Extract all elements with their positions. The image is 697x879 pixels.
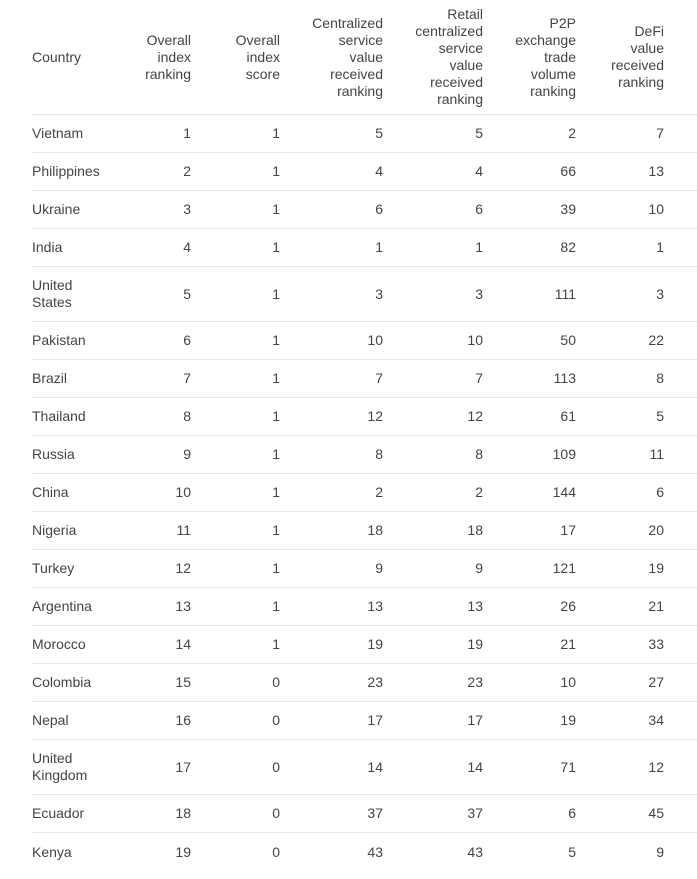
overall-rank-cell: 3 — [183, 201, 191, 217]
table-row — [32, 474, 697, 512]
centralized-rank-cell: 17 — [367, 712, 383, 728]
retail-rank-cell: 18 — [467, 522, 483, 538]
retail-rank-cell: 12 — [467, 408, 483, 424]
overall-score-cell: 0 — [272, 805, 280, 821]
centralized-rank-cell: 9 — [375, 560, 383, 576]
table-row — [32, 588, 697, 626]
country-cell: Russia — [32, 446, 75, 462]
defi-rank-cell: 11 — [649, 446, 664, 462]
centralized-rank-cell: 5 — [375, 125, 383, 141]
header-retail-centralized-ranking[interactable]: Retail centralized service value received ranking — [415, 6, 483, 107]
table-row — [32, 267, 697, 322]
p2p-rank-cell: 121 — [552, 560, 576, 576]
defi-rank-cell: 45 — [648, 805, 664, 821]
defi-rank-cell: 33 — [648, 636, 664, 652]
header-centralized-service-ranking[interactable]: Centralized service value received ranking — [312, 14, 383, 99]
p2p-rank-cell: 111 — [554, 285, 576, 302]
table-row — [32, 191, 697, 229]
overall-score-cell: 0 — [272, 843, 280, 860]
defi-rank-cell: 12 — [648, 758, 664, 775]
overall-rank-cell: 13 — [175, 598, 191, 614]
centralized-rank-cell: 8 — [375, 446, 383, 462]
centralized-rank-cell: 13 — [367, 598, 383, 614]
p2p-rank-cell: 2 — [568, 125, 576, 141]
table-row — [32, 833, 697, 871]
overall-score-cell: 1 — [272, 239, 280, 255]
crypto-adoption-index-table — [32, 0, 697, 871]
country-cell: Brazil — [32, 370, 68, 386]
table-row — [32, 664, 697, 702]
p2p-rank-cell: 26 — [560, 598, 576, 614]
table-row — [32, 795, 697, 833]
overall-rank-cell: 12 — [175, 560, 191, 576]
p2p-rank-cell: 66 — [560, 163, 576, 179]
overall-score-cell: 1 — [272, 484, 280, 500]
p2p-rank-cell: 39 — [560, 201, 576, 217]
header-overall-index-ranking[interactable]: Overall index ranking — [145, 31, 191, 82]
centralized-rank-cell: 6 — [375, 201, 383, 217]
p2p-rank-cell: 21 — [560, 636, 576, 652]
overall-rank-cell: 1 — [183, 125, 191, 141]
overall-score-cell: 1 — [272, 408, 280, 424]
p2p-rank-cell: 82 — [560, 239, 576, 255]
centralized-rank-cell: 3 — [375, 285, 383, 302]
defi-rank-cell: 19 — [648, 560, 664, 576]
centralized-rank-cell: 23 — [367, 674, 383, 690]
defi-rank-cell: 20 — [648, 522, 664, 538]
overall-rank-cell: 11 — [176, 522, 191, 538]
centralized-rank-cell: 2 — [375, 484, 383, 500]
overall-score-cell: 1 — [272, 560, 280, 576]
overall-score-cell: 1 — [272, 522, 280, 538]
table-row — [32, 740, 697, 795]
overall-rank-cell: 19 — [175, 843, 191, 860]
country-cell: Nepal — [32, 712, 69, 728]
retail-rank-cell: 23 — [467, 674, 483, 690]
retail-rank-cell: 5 — [475, 125, 483, 141]
overall-score-cell: 1 — [272, 125, 280, 141]
retail-rank-cell: 2 — [475, 484, 483, 500]
retail-rank-cell: 17 — [467, 712, 483, 728]
retail-rank-cell: 3 — [475, 285, 483, 302]
country-cell: Argentina — [32, 598, 92, 614]
overall-rank-cell: 9 — [183, 446, 191, 462]
defi-rank-cell: 9 — [656, 843, 664, 860]
defi-rank-cell: 21 — [648, 598, 664, 614]
overall-rank-cell: 14 — [175, 636, 191, 652]
retail-rank-cell: 9 — [475, 560, 483, 576]
retail-rank-cell: 1 — [475, 239, 483, 255]
defi-rank-cell: 6 — [656, 484, 664, 500]
overall-score-cell: 1 — [272, 636, 280, 652]
p2p-rank-cell: 113 — [553, 370, 576, 386]
overall-score-cell: 0 — [272, 712, 280, 728]
p2p-rank-cell: 71 — [560, 758, 576, 775]
centralized-rank-cell: 43 — [367, 843, 383, 860]
table-row — [32, 360, 697, 398]
overall-rank-cell: 4 — [183, 239, 191, 255]
overall-score-cell: 1 — [272, 446, 280, 462]
centralized-rank-cell: 37 — [367, 805, 383, 821]
country-cell: Ecuador — [32, 805, 85, 821]
country-cell: Pakistan — [32, 332, 86, 348]
retail-rank-cell: 13 — [467, 598, 483, 614]
overall-score-cell: 0 — [272, 674, 280, 690]
centralized-rank-cell: 1 — [375, 239, 383, 255]
country-cell: China — [32, 484, 69, 500]
defi-rank-cell: 7 — [656, 125, 664, 141]
p2p-rank-cell: 10 — [560, 674, 576, 690]
defi-rank-cell: 27 — [648, 674, 664, 690]
p2p-rank-cell: 6 — [568, 805, 576, 821]
overall-score-cell: 1 — [272, 163, 280, 179]
overall-score-cell: 1 — [272, 332, 280, 348]
retail-rank-cell: 10 — [467, 332, 483, 348]
overall-rank-cell: 16 — [175, 712, 191, 728]
table-row — [32, 115, 697, 153]
table-row — [32, 702, 697, 740]
defi-rank-cell: 10 — [648, 201, 664, 217]
retail-rank-cell: 43 — [467, 843, 483, 860]
table-row — [32, 550, 697, 588]
centralized-rank-cell: 4 — [375, 163, 383, 179]
country-cell: United States — [32, 277, 73, 310]
centralized-rank-cell: 14 — [367, 758, 383, 775]
header-p2p-volume-ranking[interactable]: P2P exchange trade volume ranking — [515, 14, 576, 99]
country-cell: Philippines — [32, 163, 100, 179]
centralized-rank-cell: 19 — [367, 636, 383, 652]
overall-rank-cell: 6 — [183, 332, 191, 348]
retail-rank-cell: 4 — [475, 163, 483, 179]
country-cell: Thailand — [32, 408, 86, 424]
retail-rank-cell: 37 — [467, 805, 483, 821]
country-cell: Turkey — [32, 560, 75, 576]
overall-rank-cell: 10 — [175, 484, 191, 500]
overall-rank-cell: 8 — [183, 408, 191, 424]
table-row — [32, 322, 697, 360]
table-header-row — [32, 0, 697, 115]
defi-rank-cell: 5 — [656, 408, 664, 424]
table-body — [32, 115, 697, 871]
country-cell: Ukraine — [32, 201, 81, 217]
centralized-rank-cell: 10 — [367, 332, 383, 348]
overall-score-cell: 1 — [272, 285, 280, 302]
retail-rank-cell: 7 — [475, 370, 483, 386]
retail-rank-cell: 6 — [475, 201, 483, 217]
table-row — [32, 512, 697, 550]
country-cell: Nigeria — [32, 522, 77, 538]
p2p-rank-cell: 109 — [552, 446, 576, 462]
overall-rank-cell: 18 — [175, 805, 191, 821]
centralized-rank-cell: 12 — [367, 408, 383, 424]
table-row — [32, 436, 697, 474]
header-overall-index-score[interactable]: Overall index score — [235, 31, 280, 82]
country-cell: Kenya — [32, 843, 72, 860]
country-cell: Vietnam — [32, 125, 84, 141]
defi-rank-cell: 13 — [648, 163, 664, 179]
defi-rank-cell: 8 — [656, 370, 664, 386]
overall-rank-cell: 5 — [183, 285, 191, 302]
retail-rank-cell: 19 — [467, 636, 483, 652]
centralized-rank-cell: 7 — [375, 370, 383, 386]
header-defi-value-ranking[interactable]: DeFi value received ranking — [611, 23, 664, 90]
table-row — [32, 398, 697, 436]
centralized-rank-cell: 18 — [367, 522, 383, 538]
retail-rank-cell: 14 — [467, 758, 483, 775]
p2p-rank-cell: 17 — [560, 522, 576, 538]
overall-rank-cell: 7 — [183, 370, 191, 386]
p2p-rank-cell: 61 — [560, 408, 576, 424]
overall-score-cell: 1 — [272, 370, 280, 386]
table-row — [32, 153, 697, 191]
p2p-rank-cell: 144 — [552, 484, 576, 500]
defi-rank-cell: 22 — [648, 332, 664, 348]
p2p-rank-cell: 50 — [560, 332, 576, 348]
overall-score-cell: 0 — [272, 758, 280, 775]
overall-score-cell: 1 — [272, 598, 280, 614]
overall-rank-cell: 17 — [175, 758, 191, 775]
header-country[interactable]: Country — [32, 48, 82, 65]
overall-rank-cell: 2 — [183, 163, 191, 179]
p2p-rank-cell: 5 — [568, 843, 576, 860]
table-row — [32, 229, 697, 267]
country-cell: United Kingdom — [32, 750, 88, 783]
retail-rank-cell: 8 — [475, 446, 483, 462]
table-row — [32, 626, 697, 664]
defi-rank-cell: 3 — [656, 285, 664, 302]
overall-rank-cell: 15 — [175, 674, 191, 690]
country-cell: Morocco — [32, 636, 86, 652]
defi-rank-cell: 1 — [656, 239, 664, 255]
defi-rank-cell: 34 — [648, 712, 664, 728]
country-cell: India — [32, 239, 63, 255]
p2p-rank-cell: 19 — [560, 712, 576, 728]
overall-score-cell: 1 — [272, 201, 280, 217]
country-cell: Colombia — [32, 674, 92, 690]
